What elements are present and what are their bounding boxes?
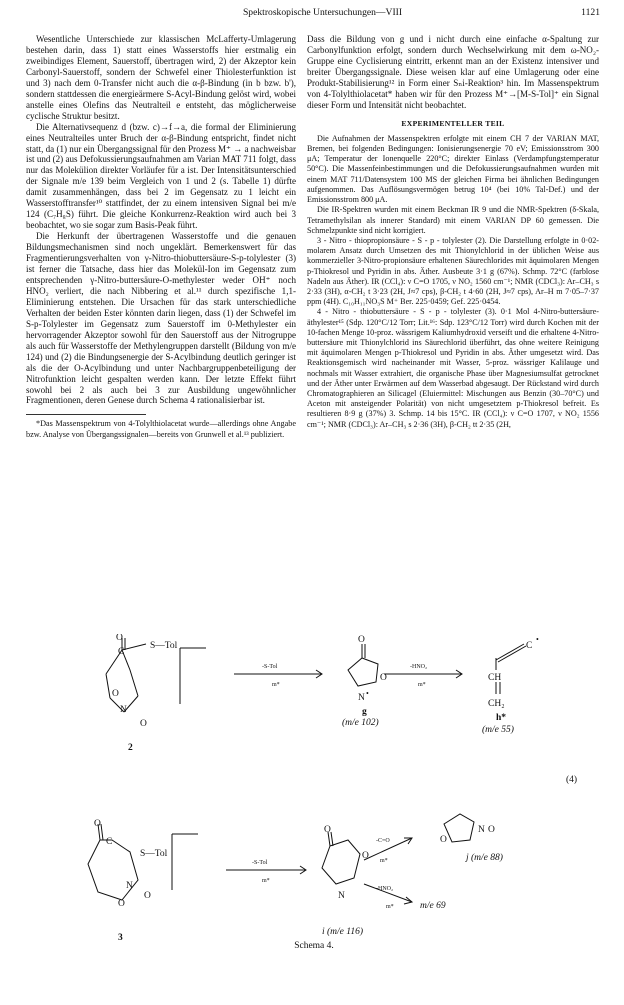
arrow-label: -HNO₂ <box>376 886 394 892</box>
paragraph: 3 - Nitro - thiopropionsäure - S - p - tolylester (2). Die Darstellung erfolgte in 0·02-molarem Ansatz durch Umsetzen des mit Thionylchlorid in der üblichen Weise aus kommerzieller 3-Nitro-propionsäure erhaltenen Säurechlorides mit äquimolaren Mengen p-Thiokresol und Pyridin in abs. Äther. Ausbeute 3·1 g (67%). Schmp. 72°C (farblose Nadeln aus Äther). IR (CCl₄): ν C=O 1705, ν NO₂ 1560 cm⁻¹; NMR (CDCl₃): Ar–CH₃ s 2·33 (3H), α-CH₂ t 3·23 (2H, J≈7 cps), β-CH₂ t 4·60 (2H, J≈7 cps), Ar–H m 7·05–7·37 ppm (4H). C₁₀H₁₁NO₃S M⁺ Ber. 225·0459; Gef. 225·0454. <box>307 235 599 307</box>
chain-bond <box>496 644 526 694</box>
atom-label: CH₂ <box>488 699 505 709</box>
mass-label: j (m/e 88) <box>466 853 503 863</box>
atom-label: O <box>362 851 369 861</box>
paragraph: 4 - Nitro - thiobuttersäure - S - p - tolylester (3). 0·1 Mol 4-Nitro-buttersäure-äthylester¹⁵ (Sdp. 120°C/12 Torr; Lit.¹⁶: Sdp. 123°C/12 Torr) wird durch Kochen mit der 10-fachen Menge 10-proz. wässrigem Kaliumhydroxid verseift und die erhaltene 4-Nitro-buttersäure mit Thionylchlorid ins Säurechlorid überführt, das ohne weitere Reinigung mit äquimolaren Mengen p-Thiokresol und Pyridin in abs. Äther umgesetzt wird. Das Reaktionsgemisch wird nacheinander mit Wasser, 5-proz. wässriger Kalilauge und nochmals mit Wasser extrahiert, die organische Phase über Magnesiumsulfat getrocknet und der Äther unter Erwärmen auf dem Wasserbad abgesaugt. Der Rückstand wird durch Chromatographieren an Silicagel (Eluiermittel: Mischungen aus Benzin (30–70°C) und Aceton mit ansteigender Polarität) von nicht umgesetztem p-Thiokresol befreit. Es resultieren 8·9 g (37%) 3. Schmp. 14 bis 15°C. IR (CCl₄): ν C=O 1707, ν NO₂ 1556 cm⁻¹; NMR (CDCl₃): Ar–CH₃ s 2·36 (3H), β-CH₂ tt 2·35 (2H, <box>307 307 599 429</box>
arrow-label: m* <box>380 858 388 864</box>
running-header <box>45 7 600 21</box>
bracket <box>172 834 198 890</box>
atom-label: O <box>488 825 495 835</box>
compound-label: g <box>362 707 367 717</box>
ring-bond <box>106 644 146 712</box>
compound-label: 2 <box>128 743 133 753</box>
paragraph: Dass die Bildung von g und i nicht durch eine einfache α-Spaltung zur Carbonylfunktion erfolgt, sondern durch Wechselwirkung mit dem ω-NO₂-Gruppe eine Cyclisierung eintritt, erkennt man an der Existenz intensiver und breiter Übergangssignale. Diese weisen klar auf eine Umlagerung oder eine Produkt-Stabilisierung¹² in Form einer Sₙi-Reaktion³ hin. Im Massenspektrum von 4-Tolylthiolacetat* haben wir für den Prozess M⁺→[M-S-Tol]⁺ ein Signal dieser Form und Intensität nicht beobachtet. <box>307 34 599 110</box>
arrow-label: m* <box>418 682 426 688</box>
paragraph: Die Herkunft der übertragenen Wasserstoffe und die genauen Bildungsmechanismen sind noch ungeklärt. Bemerkenswert für das Fragmentierungsverhalten von γ-Nitro-thiobuttersäure-S-p-tolylester (3) ist ferner die Tatsache, dass hier das Molekül-Ion im Gegensatz zum entsprechenden γ-Nitro-buttersäure-O-methylester weder OH⁺ noch HNO₂ verliert, die nach Nibbering et al.¹¹ durch spezifische 1,1-Eliminierung entstehen. Die Ursachen für das stark unterschiedliche Verhalten der beiden Ester könnten darin liegen, dass (1) der Schwefel im S-p-Tolylester im Gegensatz zum Sauerstoff im 0-Methylester ein hervorragender Akzeptor sowohl für den Sauerstoff aus der Nitrogruppe als auch für Wasserstoffe der Methylengruppen darstellt (Bildung von m/e 124) und (2) die Bindungsenergie der S-Acylbindung deutlich geringer ist als die der O-Acylbindung und unter Nachbargruppenbeteiligung der Nitrofunktion leicht gespalten werden kann. Der letzte Effekt führt sowohl bei 2 als auch bei 3 zur Ausbildung ungewöhnlicher Fragmentionen, deren Genese durch Schema 4 rationalisierbar ist. <box>26 231 296 406</box>
footnote-rule <box>26 414 146 415</box>
atom-label: • <box>366 689 369 698</box>
arrow-label: m* <box>272 682 280 688</box>
mass-label: (m/e 55) <box>482 725 514 735</box>
atom-label: N <box>126 881 133 891</box>
arrow-label: -C=O <box>376 838 390 844</box>
atom-label: C <box>526 641 533 651</box>
atom-label: N <box>478 825 485 835</box>
atom-label: • <box>536 635 539 644</box>
paragraph: Die Aufnahmen der Massenspektren erfolgte mit einem CH 7 der VARIAN MAT, Bremen, bei folgenden Bedingungen: Ionisierungsenergie 70 eV; Emissionsstrom 300 μA; Temperatur der Ionenquelle 220°C; direkter Einlass (Verdampfungstemperatur 50°C). Die Massenfeinbestimmungen und die Defokussierungsaufnahmen wurden mit einem MAT 711/Datensystem 100 MS der gleichen Firma bei ähnlichen Bedingungen aufgenommen. Das Auflösungsvermögen betrug 10⁴ (bei 10% Tal-Def.) und der Emissionsstrom 800 μA. <box>307 133 599 205</box>
atom-label: N <box>358 693 365 703</box>
arrow-label: m* <box>386 904 394 910</box>
schema-caption: Schema 4. <box>294 941 334 951</box>
reaction-schema <box>0 634 624 1004</box>
atom-label: O <box>112 689 119 699</box>
compound-label: h* <box>496 713 507 723</box>
atom-label: S—Tol <box>140 849 168 859</box>
atom-label: O <box>440 835 447 845</box>
atom-label: N <box>120 705 127 715</box>
running-title: Spektroskopische Untersuchungen—VIII <box>242 7 403 18</box>
arrow-label: -S-Tol <box>262 664 278 670</box>
atom-label: O <box>94 819 101 829</box>
atom-label: C <box>106 837 113 847</box>
atom-label: O <box>140 719 147 729</box>
atom-label: O <box>116 634 123 643</box>
ring-bond <box>348 644 378 686</box>
mass-label: i (m/e 116) <box>322 927 363 937</box>
bracket <box>180 648 206 704</box>
paragraph: Wesentliche Unterschiede zur klassischen McLafferty-Umlagerung bestehen darin, dass 1) statt eines Wasserstoffs hier erstmalig ein zweibindiges Element, Sauerstoff, übertragen wird, 2) der Akzeptor kein Carbonyl-Sauerstoff, sondern der Schwefel einer Thiolesterfunktion ist und 3) nach dem 0-Transfer nicht auch die α-β-Bindung (in b bzw. b'), sondern stattdessen die energieärmere S-Acyl-Bindung gelöst wird, wobei anstelle eines Olefins das Neutralteil e entsteht, das möglicherweise cyclische Struktur besitzt. <box>26 34 296 121</box>
page-number: 1121 <box>581 7 600 18</box>
arrow-label: m* <box>262 878 270 884</box>
atom-label: CH <box>488 673 502 683</box>
atom-label: O <box>324 825 331 835</box>
atom-label: C <box>118 647 125 657</box>
footnote: *Das Massenspektrum von 4-Tolylthiolacetat wurde—allerdings ohne Angabe bzw. Analyse von Übergangssignalen—bereits von Grunwell et al.¹³ publiziert. <box>26 419 296 439</box>
equation-number: (4) <box>566 775 578 785</box>
ring-bond <box>322 832 360 884</box>
mass-label: m/e 69 <box>420 901 446 911</box>
paragraph: Die IR-Spektren wurden mit einem Beckman IR 9 und die NMR-Spektren (δ-Skala, Tetramethylsilan als innerer Standard) mit einem VARIAN DP 60 gemessen. Die Schmelzpunkte sind nicht korrigiert. <box>307 205 599 235</box>
atom-label: S—Tol <box>150 641 178 651</box>
compound-label: 3 <box>118 933 123 943</box>
atom-label: O <box>358 635 365 645</box>
paragraph: Die Alternativsequenz d (bzw. c)→f→a, die formal der Eliminierung eines Neutralteiles unter Bruch der α-β-Bindung entspricht, findet nicht statt, da (1) nur ein Übergangssignal für den Prozess M⁺ → a nachweisbar ist und (2) aus Defokussierungsaufnahmen am Varian MAT 711 folgt, dass nur das Molekülion direkter Vorläufer für a ist. Der Intensitätsunterschied der Signale m/e 139 beim Vergleich von 1 und 2 (s. Tabelle 1) dürfte damit zusammenhängen, dass bei 2 im Gegensatz zu 1 leicht ein Wasserstofftransfer¹⁰ stattfindet, der zu einem intensiven Signal bei m/e 124 (C₇H₈S) führt. Die gleiche Konkurrenz-Reaktion wird auch bei 3 beobachtet, wo sie sogar zum Basis-Peak führt. <box>26 121 296 231</box>
atom-label: O <box>380 673 387 683</box>
mass-label: (m/e 102) <box>342 718 379 728</box>
right-column <box>307 34 599 430</box>
arrow-label: -S-Tol <box>252 860 268 866</box>
section-title: EXPERIMENTELLER TEIL <box>401 118 505 128</box>
atom-label: O <box>118 899 125 909</box>
ring-bond <box>444 814 474 842</box>
left-column <box>26 34 296 440</box>
arrow-label: -HNO₂ <box>410 664 428 670</box>
atom-label: N <box>338 891 345 901</box>
atom-label: O <box>144 891 151 901</box>
